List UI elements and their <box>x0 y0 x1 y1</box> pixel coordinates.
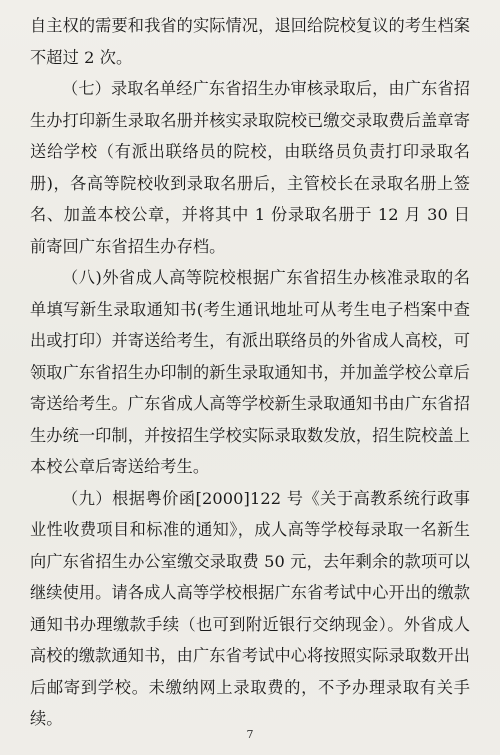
paragraph-continuation: 自主权的需要和我省的实际情况，退回给院校复议的考生档案不超过 2 次。 <box>30 16 470 67</box>
paragraph-item-8: （八)外省成人高等院校根据广东省招生办核准录取的名单填写新生录取通知书(考生通讯地址可从考生电子档案中查出或打印）并寄送给考生，有派出联络员的外省成人高校，可领取广东省招生办印制的新生录取通知书，并加盖学校公章后寄送给考生。广东省成人高等学校新生录取通知书由广东省招生办统一印制，并按招生学校实际录取数发放，招生院校盖上本校公章后寄送给考生。 <box>30 268 470 476</box>
paragraph-item-7: （七）录取名单经广东省招生办审核录取后，由广东省招生办打印新生录取名册并核实录取院校已缴交录取费后盖章寄送给学校（有派出联络员的院校，由联络员负责打印录取名册)，各高等院校收到录取名册后，主管校长在录取名册上签名、加盖本校公章，并将其中 1 份录取名册于 12 月 30 日前寄回广东省招生办存档。 <box>30 79 470 256</box>
paragraph-item-9: （九）根据粤价函[2000]122 号《关于高教系统行政事业性收费项目和标准的通知》，成人高等学校每录取一名新生向广东省招生办公室缴交录取费 50 元，去年剩余的款项可以继续使用。请各成人高等学校根据广东省考试中心开出的缴款通知书办理缴款手续（也可到附近银行交纳现金）。外省成人高校的缴款通知书，由广东省考试中心将按照实际录取数开出后邮寄到学校。未缴纳网上录取费的，不予办理录取有关手续。 <box>30 488 470 728</box>
page-number: 7 <box>246 728 254 741</box>
